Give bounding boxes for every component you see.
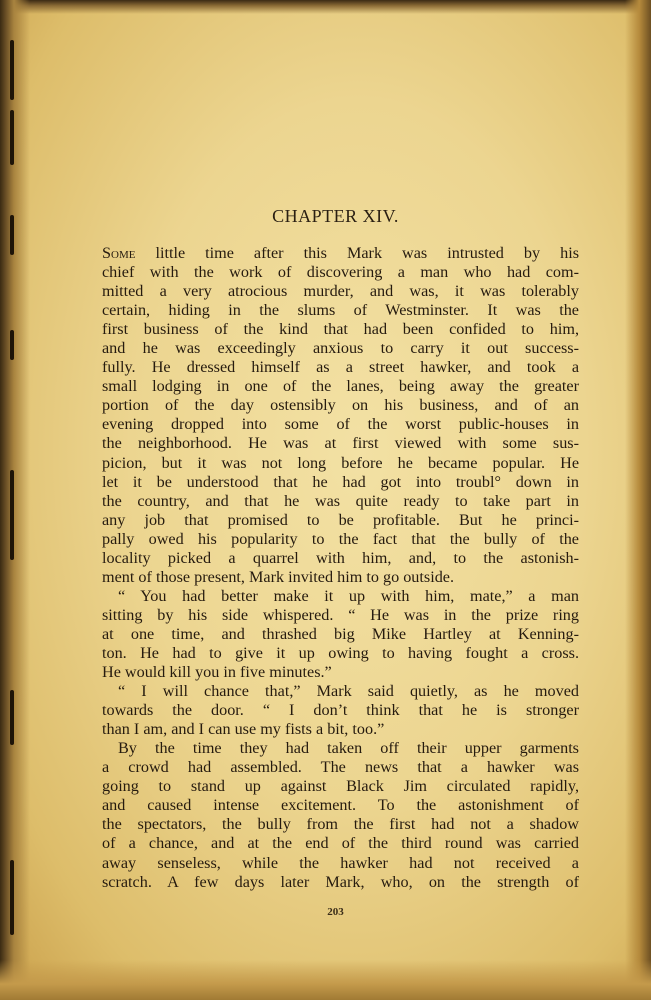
text-line: and he was exceedingly anxious to carry it out success- [102,339,579,358]
binding-gutter [0,0,30,1000]
text-line: pally owed his popularity to the fact that the bully of the [102,529,579,548]
page-right-edge [625,0,651,1000]
binding-stitch [10,690,14,745]
text-line: at one time, and thrashed big Mike Hartley at Kenning- [102,624,579,643]
text-line: first business of the kind that had been confided to him, [102,320,579,339]
text-line [102,244,579,263]
text-line: of a chance, and at the end of the third round was carried [102,834,579,853]
binding-stitch [10,470,14,560]
binding-stitch [10,860,14,935]
page-bottom-edge [0,960,651,1000]
text-line: towards the door. “ I don’t think that he is stronger [102,701,579,720]
page-number: 203 [327,906,344,918]
text-line: “ I will chance that,” Mark said quietly, as he moved [118,682,579,701]
text-line: picion, but it was not long before he became popular. He [102,453,579,472]
text-line: portion of the day ostensibly on his business, and of an [102,396,579,415]
binding-stitch [10,110,14,165]
page-top-edge [0,0,651,14]
text-line: small lodging in one of the lanes, being away the greater [102,377,579,396]
text-line: He would kill you in five minutes.” [102,663,332,682]
binding-stitch [10,40,14,100]
text-line: and caused intense excitement. To the astonishment of [102,796,579,815]
text-line: “ You had better make it up with him, mate,” a man [118,586,579,605]
text-line: evening dropped into some of the worst public-houses in [102,415,579,434]
text-line: the spectators, the bully from the first had not a shadow [102,815,579,834]
text-line: locality picked a quarrel with him, and, to the astonish- [102,548,579,567]
chapter-title: CHAPTER XIV. [272,206,399,226]
body-text [102,244,579,892]
text-line: sitting by his side whispered. “ He was in the prize ring [102,605,579,624]
text-line: a crowd had assembled. The news that a hawker was [102,758,579,777]
binding-stitch [10,330,14,360]
text-line: going to stand up against Black Jim circulated rapidly, [102,777,579,796]
drop-word: Some [102,244,136,262]
text-line: mitted a very atrocious murder, and was, it was tolerably [102,282,579,301]
text-line: away senseless, while the hawker had not received a [102,853,579,872]
text-line: scratch. A few days later Mark, who, on the strength of [102,872,579,891]
text-line: ton. He had to give it up owing to having fought a cross. [102,643,579,662]
text-line: chief with the work of discovering a man who had com- [102,263,579,282]
text-line: let it be understood that he had got into troubl° down in [102,472,579,491]
text-line: the country, and that he was quite ready to take part in [102,491,579,510]
text-line: ment of those present, Mark invited him to go outside. [102,567,455,586]
text-line: fully. He dressed himself as a street hawker, and took a [102,358,579,377]
text-line: any job that promised to be profitable. But he princi- [102,510,579,529]
text-line: than I am, and I can use my fists a bit, too.” [102,720,385,739]
text-line: By the time they had taken off their upper garments [118,739,579,758]
text-line: the neighborhood. He was at first viewed with some sus- [102,434,579,453]
text-line-rest: little time after this Mark was intrusted by his [135,244,579,262]
text-line: certain, hiding in the slums of Westminster. It was the [102,301,579,320]
